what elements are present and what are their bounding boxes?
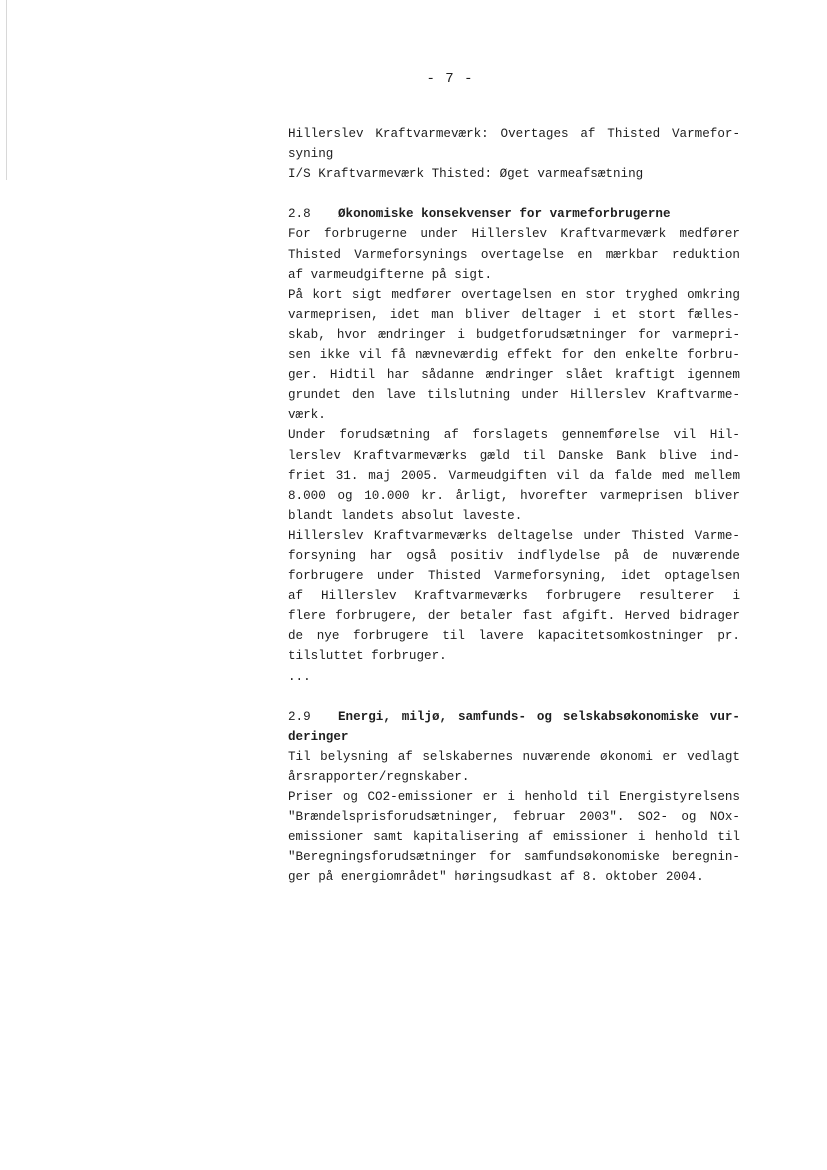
section-2-9-heading [288, 707, 740, 727]
paragraph-line: blandt landets absolut laveste. [288, 508, 523, 523]
section-number: 2.8 [288, 207, 311, 222]
section-number: 2.9 [288, 709, 311, 724]
paragraph-line: forsyning har også positiv indflydelse på de nuværende [288, 548, 740, 563]
intro-line: syning [288, 147, 334, 162]
paragraph-line: lerslev Kraftvarmeværks gæld til Danske Bank blive ind- [288, 448, 740, 463]
paragraph-line: Priser og CO2-emissioner er i henhold til Energistyrelsens [288, 790, 740, 805]
paragraph-line: ger på energiområdet" høringsudkast af 8. oktober 2004. [288, 870, 704, 885]
scan-edge-line [6, 0, 7, 180]
intro-line: I/S Kraftvarmeværk Thisted: Øget varmeafsætning [288, 167, 644, 182]
paragraph-line: grundet den lave tilslutning under Hillerslev Kraftvarme- [288, 388, 740, 403]
paragraph-line: friet 31. maj 2005. Varmeudgiften vil da falde med mellem [288, 468, 740, 483]
paragraph-line: For forbrugerne under Hillerslev Kraftvarmeværk medfører [288, 227, 740, 242]
paragraph-line: værk. [288, 408, 326, 423]
spacer [288, 184, 740, 204]
paragraph-line: årsrapporter/regnskaber. [288, 770, 470, 784]
paragraph-line: emissioner samt kapitalisering af emissioner i henhold til [288, 830, 740, 845]
spacer [288, 687, 740, 707]
paragraph-line: Under forudsætning af forslagets gennemførelse vil Hil- [288, 428, 740, 443]
paragraph-line: sen ikke vil få nævneværdig effekt for den enkelte forbru- [288, 348, 740, 363]
paragraph-line: af varmeudgifterne på sigt. [288, 267, 493, 282]
paragraph-line: forbrugere under Thisted Varmeforsyning, idet optagelsen [288, 569, 740, 584]
paragraph-line: 8.000 og 10.000 kr. årligt, hvorefter varmeprisen bliver [288, 488, 740, 503]
paragraph-line: Thisted Varmeforsynings overtagelse en mærkbar reduktion [288, 247, 740, 262]
paragraph-line: "Brændelsprisforudsætninger, februar 2003". SO2- og NOx- [288, 810, 740, 825]
document-body [288, 124, 740, 888]
page-number: - 7 - [426, 71, 474, 87]
paragraph-line: ger. Hidtil har sådanne ændringer slået kraftigt igennem [288, 368, 740, 383]
section-title: Energi, miljø, samfunds- og selskabsøkonomiske vur- [338, 709, 740, 724]
section-title: Økonomiske konsekvenser for varmeforbrugerne [338, 207, 671, 222]
paragraph-line: På kort sigt medfører overtagelsen en stor tryghed omkring [288, 287, 740, 302]
paragraph-line: tilsluttet forbruger. [288, 649, 447, 664]
paragraph-line: Hillerslev Kraftvarmeværks deltagelse under Thisted Varme- [288, 528, 740, 543]
section-2-8-heading [288, 204, 740, 224]
paragraph-line: skab, hvor ændringer i budgetforudsætninger for varmepri- [288, 327, 740, 342]
paragraph-line: flere forbrugere, der betaler fast afgift. Herved bidrager [288, 609, 740, 624]
paragraph-line: Til belysning af selskabernes nuværende økonomi er vedlagt [288, 749, 740, 764]
paragraph-line: "Beregningsforudsætninger for samfundsøkonomiske beregnin- [288, 850, 740, 865]
intro-line: Hillerslev Kraftvarmeværk: Overtages af Thisted Varmefor- [288, 127, 740, 141]
ellipsis: ... [288, 669, 311, 684]
section-title-continued: deringer [288, 729, 349, 744]
paragraph-line: af Hillerslev Kraftvarmeværks forbrugere resulterer i [288, 589, 740, 604]
paragraph-line: varmeprisen, idet man bliver deltager i et stort fælles- [288, 307, 740, 322]
paragraph-line: de nye forbrugere til lavere kapacitetsomkostninger pr. [288, 629, 740, 644]
